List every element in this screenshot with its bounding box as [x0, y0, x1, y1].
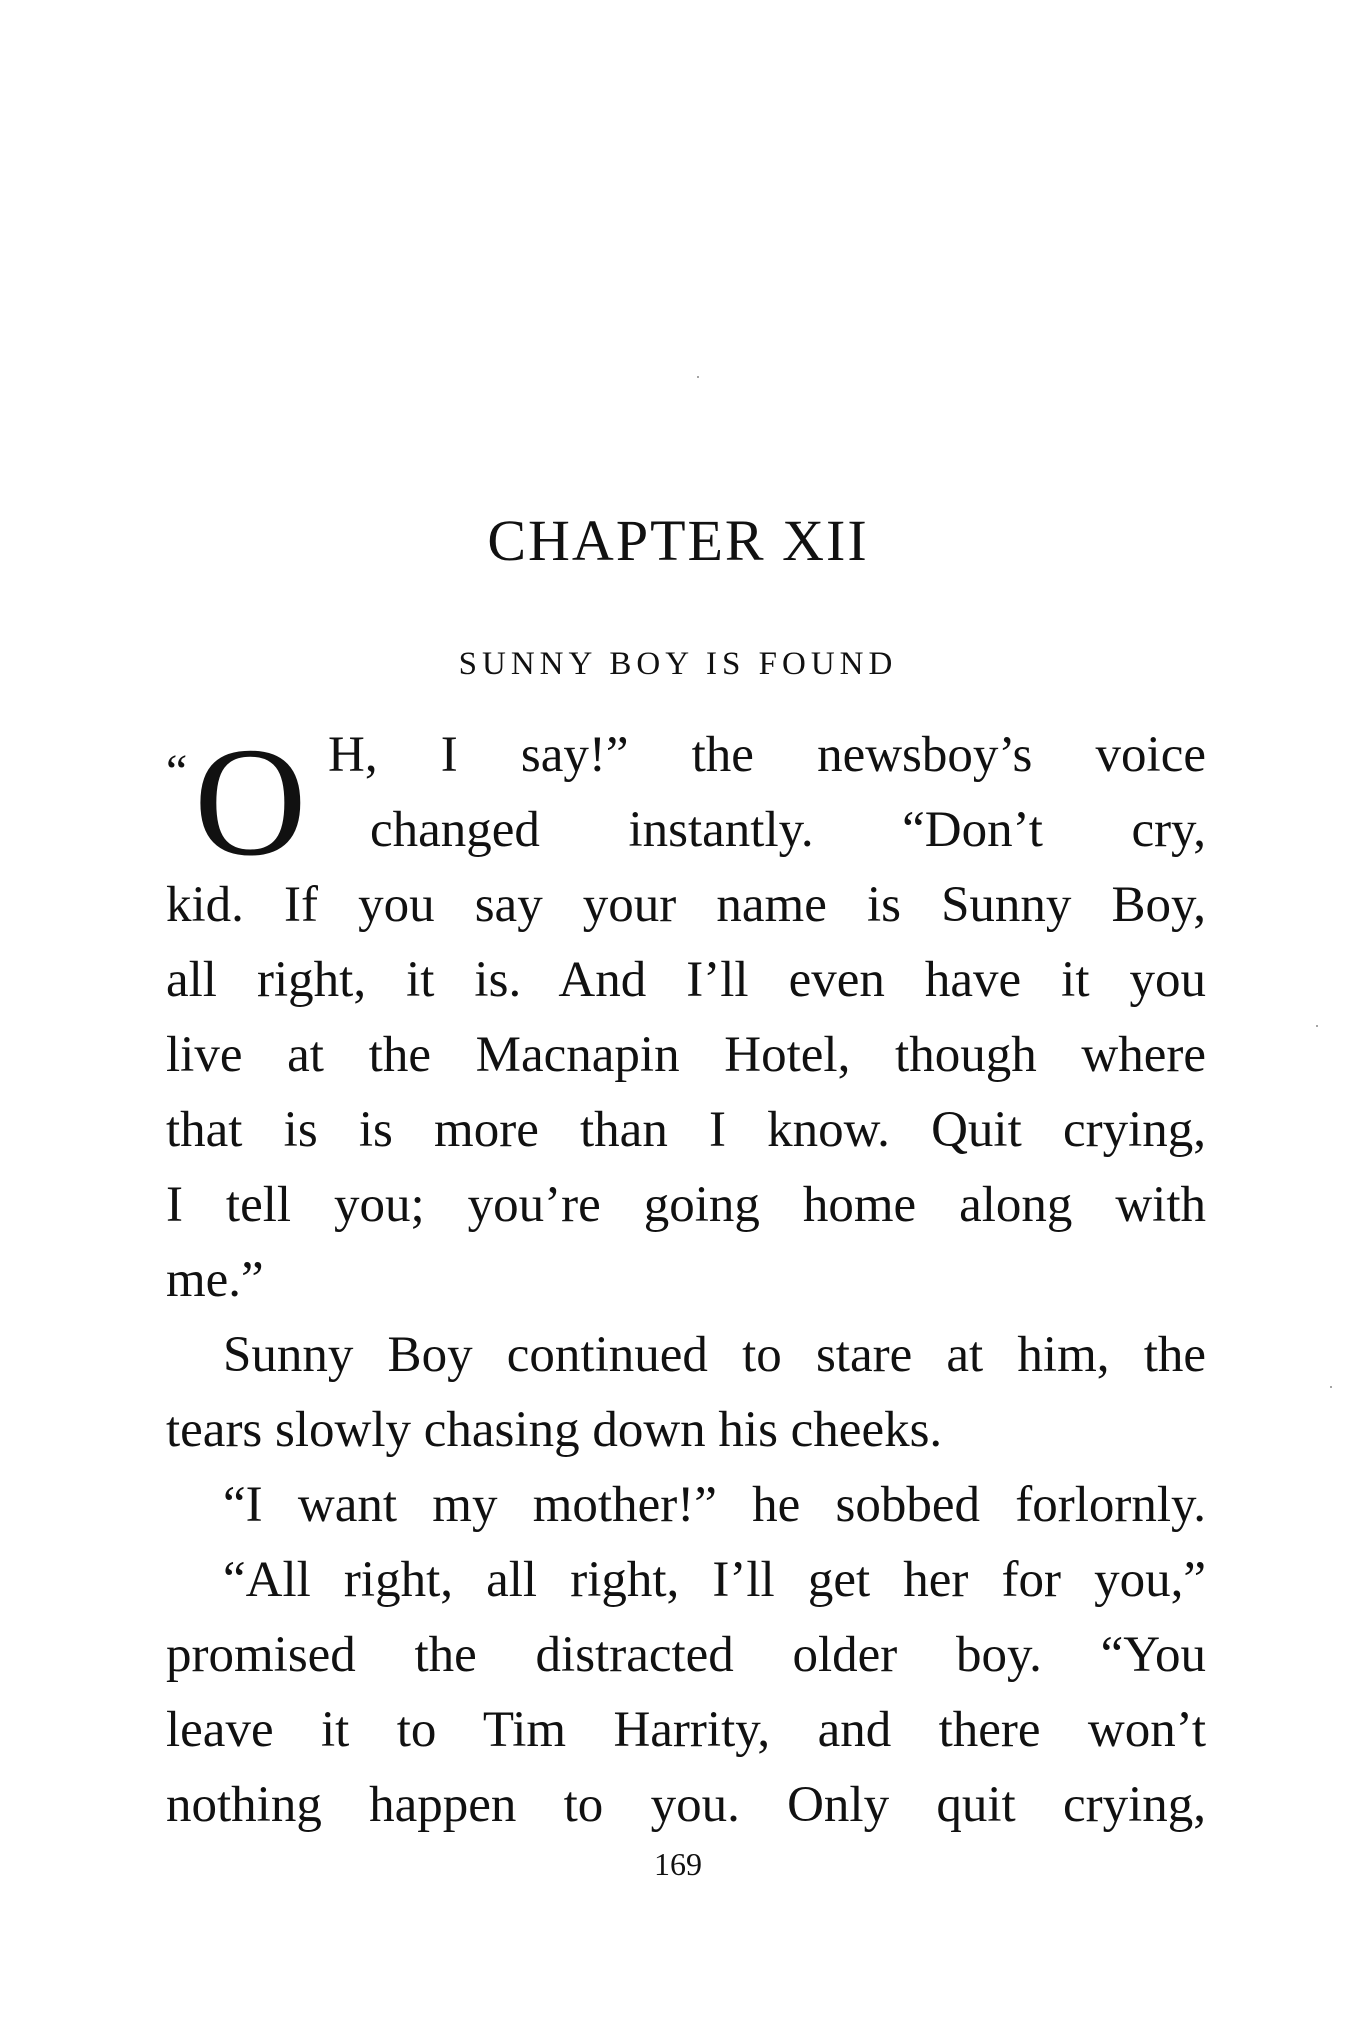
text-line: that is is more than I know. Quit crying,: [166, 1102, 1206, 1158]
text-line: live at the Macnapin Hotel, though where: [166, 1027, 1206, 1083]
opening-quote-mark: “: [166, 745, 188, 798]
body-text: [166, 868, 1206, 1843]
text-line: leave it to Tim Harrity, and there won’t: [166, 1702, 1206, 1758]
text-line: H, I say!” the newsboy’s voice: [328, 727, 1206, 783]
text-line: kid. If you say your name is Sunny Boy,: [166, 877, 1206, 933]
text-line: “I want my mother!” he sobbed forlornly.: [223, 1477, 1206, 1533]
paper-speck: [1316, 1025, 1318, 1027]
drop-cap: O: [194, 715, 307, 888]
opening-paragraph: [166, 715, 1206, 888]
page-number: 169: [654, 1846, 702, 1882]
paper-speck: [1330, 1386, 1332, 1388]
text-line: changed instantly. “Don’t cry,: [370, 802, 1206, 858]
text-line: nothing happen to you. Only quit crying,: [166, 1777, 1206, 1833]
text-line: me.”: [166, 1252, 264, 1308]
text-line: Sunny Boy continued to stare at him, the: [223, 1327, 1206, 1383]
text-line: all right, it is. And I’ll even have it you: [166, 952, 1206, 1008]
text-line: I tell you; you’re going home along with: [166, 1177, 1206, 1233]
chapter-title: CHAPTER XII: [487, 508, 869, 573]
chapter-subtitle: SUNNY BOY IS FOUND: [458, 646, 898, 682]
paper-speck: [697, 376, 699, 378]
text-line: “All right, all right, I’ll get her for you,”: [223, 1552, 1206, 1608]
text-line: promised the distracted older boy. “You: [166, 1627, 1206, 1683]
text-line: tears slowly chasing down his cheeks.: [166, 1402, 943, 1458]
